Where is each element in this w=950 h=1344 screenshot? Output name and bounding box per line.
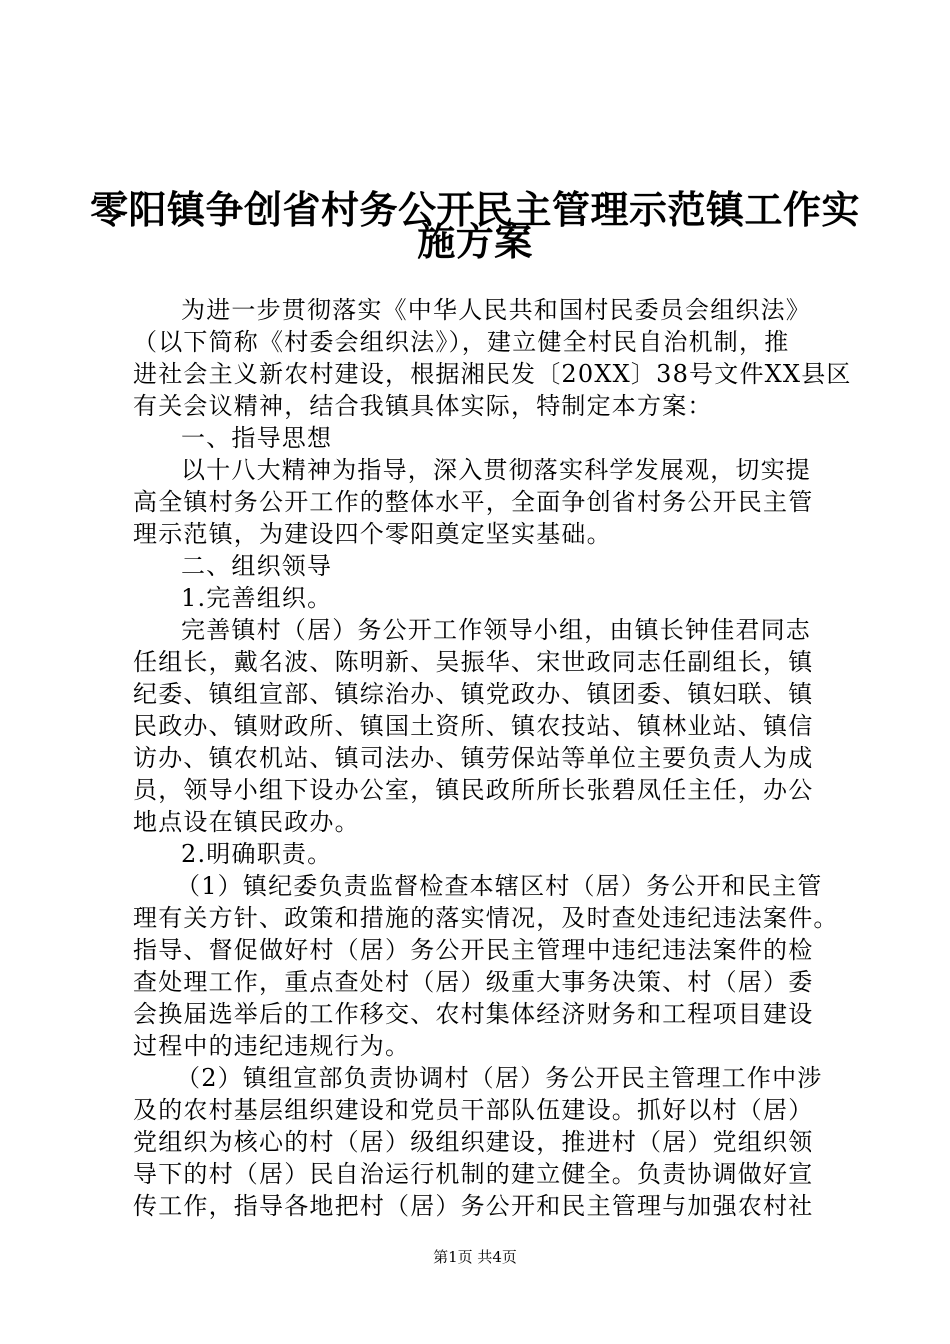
subsection-heading: 2.明确职责。	[181, 840, 333, 868]
page-footer: 第1页 共4页	[433, 1248, 517, 1266]
paragraph-line: （2）镇组宣部负责协调村（居）务公开民主管理工作中涉	[176, 1064, 823, 1092]
paragraph-line: 纪委、镇组宣部、镇综治办、镇党政办、镇团委、镇妇联、镇	[133, 680, 814, 708]
paragraph-line: 及的农村基层组织建设和党员干部队伍建设。抓好以村（居）	[133, 1096, 814, 1124]
document-body	[133, 294, 852, 1222]
paragraph-line: 理有关方针、政策和措施的落实情况，及时查处违纪违法案件。	[133, 904, 839, 932]
paragraph-line: 会换届选举后的工作移交、农村集体经济财务和工程项目建设	[133, 1000, 814, 1028]
paragraph-line: 完善镇村（居）务公开工作领导小组，由镇长钟佳君同志	[181, 616, 811, 644]
paragraph-line: 员，领导小组下设办公室，镇民政所所长张碧凤任主任，办公	[133, 776, 814, 804]
subsection-heading: 1.完善组织。	[181, 584, 333, 612]
paragraph-line: 高全镇村务公开工作的整体水平，全面争创省村务公开民主管	[133, 488, 814, 516]
paragraph-line: 有关会议精神，结合我镇具体实际，特制定本方案：	[133, 392, 713, 420]
section-heading: 二、组织领导	[181, 552, 333, 580]
section-heading: 一、指导思想	[181, 424, 333, 452]
paragraph-line: 传工作，指导各地把村（居）务公开和民主管理与加强农村社	[133, 1192, 814, 1220]
paragraph-line: 以十八大精神为指导，深入贯彻落实科学发展观，切实提	[181, 456, 811, 484]
paragraph-line: 过程中的违纪违规行为。	[133, 1032, 411, 1060]
paragraph-line: （以下简称《村委会组织法》），建立健全村民自治机制，推	[133, 328, 790, 356]
paragraph-line: 访办、镇农机站、镇司法办、镇劳保站等单位主要负责人为成	[133, 744, 814, 772]
paragraph-line: 为进一步贯彻落实《中华人民共和国村民委员会组织法》	[181, 296, 811, 324]
paragraph-line: （1）镇纪委负责监督检查本辖区村（居）务公开和民主管	[176, 872, 823, 900]
paragraph-line: 任组长，戴名波、陈明新、吴振华、宋世政同志任副组长，镇	[133, 648, 814, 676]
paragraph-line: 民政办、镇财政所、镇国土资所、镇农技站、镇林业站、镇信	[133, 712, 814, 740]
paragraph-line: 导下的村（居）民自治运行机制的建立健全。负责协调做好宣	[133, 1160, 814, 1188]
paragraph-line: 进社会主义新农村建设，根据湘民发〔20XX〕38号文件XX县区	[133, 360, 852, 388]
document-title-line-1: 零阳镇争创省村务公开民主管理示范镇工作实	[89, 188, 860, 232]
paragraph-line: 指导、督促做好村（居）务公开民主管理中违纪违法案件的检	[133, 936, 814, 964]
paragraph-line: 地点设在镇民政办。	[133, 808, 360, 836]
paragraph-line: 理示范镇，为建设四个零阳奠定坚实基础。	[133, 520, 612, 548]
document-title-line-2: 施方案	[417, 220, 533, 264]
paragraph-line: 查处理工作，重点查处村（居）级重大事务决策、村（居）委	[133, 968, 814, 996]
paragraph-line: 党组织为核心的村（居）级组织建设，推进村（居）党组织领	[133, 1128, 814, 1156]
